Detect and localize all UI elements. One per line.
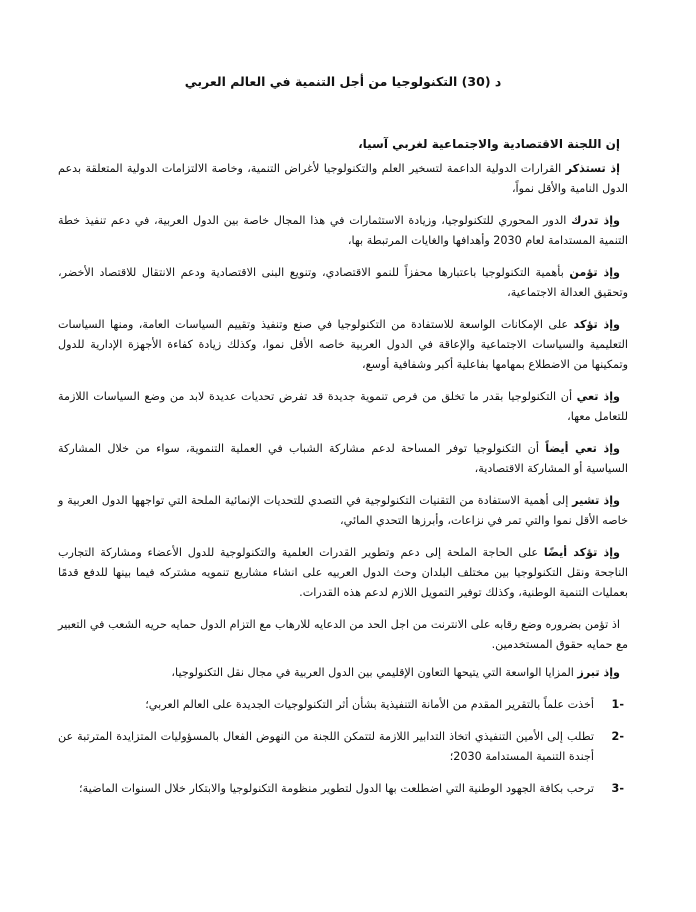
paragraph-emphasize-also	[58, 543, 628, 603]
operative-number: -2	[611, 730, 624, 743]
paragraph-aware	[58, 387, 628, 427]
paragraph-aware-also	[58, 439, 628, 479]
paragraph-text: على الإمكانات الواسعة للاستفادة من التكنولوجيا في صنع وتنفيذ وتقييم السياسات العامة، ومنها السياسات التعليمية والسياسات الاجتماعية والإعاقة في الدول العربية خاصه الأقل نموا، وكذلك زيادة كفاءة الأجهزة الإدارية للدول وتمكينها من الاضطلاع بمهامها بفاعلية أكبر وشفافية أوسع،	[58, 318, 628, 371]
paragraph-text: إلى أهمية الاستفادة من التقنيات التكنولوجية في التصدي للتحديات الإنمائية الملحة التي تواجهها الدول العربية و خاصه الأقل نموا والتي تمر في نزاعات، وأبرزها التحدي المائي،	[58, 494, 628, 527]
paragraph-lead: وإذ تدرك	[571, 214, 620, 227]
paragraph-lead: وإذ تعي أيضاً	[545, 442, 620, 455]
paragraph-lead: وإذ تبرز	[577, 666, 620, 679]
operative-text: أخذت علماً بالتقرير المقدم من الأمانة التنفيذية بشأن أثر التكنولوجيات الجديدة على العالم العربي؛	[145, 698, 594, 711]
paragraph-text: اذ تؤمن بضروره وضع رقابه على الانترنت من اجل الحد من الدعايه للارهاب مع التزام الدول حمايه حريه الشعب في التعبير مع حمايه حقوق المستخدمين.	[58, 618, 628, 651]
document-title: د (30) التكنولوجيا من أجل التنمية في العالم العربي	[184, 74, 502, 89]
preamble-heading: إن اللجنة الاقتصادية والاجتماعية لغربي آسيا،	[358, 137, 620, 151]
operative-number: -3	[611, 782, 624, 795]
paragraph-text: بأهمية التكنولوجيا باعتبارها محفزاً للنمو الاقتصادي، وتنويع البنى الاقتصادية ودعم الانتقال للاقتصاد الأخضر، وتحقيق العدالة الاجتماعية،	[58, 266, 628, 299]
paragraph-note	[58, 491, 628, 531]
operative-item	[58, 695, 628, 715]
paragraph-text: المزايا الواسعة التي يتيحها التعاون الإقليمي بين الدول العربية في مجال نقل التكنولوجيا،	[171, 666, 578, 679]
operative-number: -1	[611, 698, 624, 711]
paragraph-lead: إذ تستذكر	[565, 162, 620, 175]
paragraph-highlight	[58, 663, 628, 683]
paragraph-lead: وإذ تعي	[576, 390, 620, 403]
paragraph-lead: وإذ تؤكد	[573, 318, 620, 331]
paragraph-text: أن التكنولوجيا بقدر ما تخلق من فرص تنموية جديدة قد تفرض تحديات عديدة لابد من وضع السياسات اللازمة للتعامل معها،	[58, 390, 628, 423]
paragraph-lead: وإذ تؤكد أيضًا	[543, 546, 620, 559]
operative-item	[58, 727, 628, 767]
paragraph-internet-monitoring	[58, 615, 628, 655]
paragraph-lead: وإذ تشير	[572, 494, 620, 507]
paragraph-text: الدور المحوري للتكنولوجيا، وزيادة الاستثمارات في هذا المجال خاصة بين الدول العربية، في دعم تنفيذ خطة التنمية المستدامة لعام 2030 وأهدافها والغايات المرتبطة بها،	[58, 214, 628, 247]
paragraph-recognize	[58, 211, 628, 251]
operative-text: ترحب بكافة الجهود الوطنية التي اضطلعت بها الدول لتطوير منظومة التكنولوجيا والابتكار خلال السنوات الماضية؛	[79, 782, 594, 795]
paragraph-text: أن التكنولوجيا توفر المساحة لدعم مشاركة الشباب في العملية التنموية، سواء من خلال المشاركة السياسية أو المشاركة الاقتصادية،	[58, 442, 628, 475]
paragraph-recall	[58, 159, 628, 199]
paragraph-emphasize	[58, 315, 628, 375]
paragraph-believe	[58, 263, 628, 303]
operative-item	[58, 779, 628, 799]
operative-text: تطلب إلى الأمين التنفيذي اتخاذ التدابير اللازمة لتتمكن اللجنة من النهوض الفعال بالمسؤوليات المتزايدة المترتبة عن أجندة التنمية المستدامة 2030؛	[58, 730, 594, 763]
paragraph-text: على الحاجة الملحة إلى دعم وتطوير القدرات العلمية والتكنولوجية للدول الأعضاء ومشاركة التجارب الناجحة ونقل التكنولوجيا بين مختلف البلدان وحث الدول العربيه على انشاء مشاريع تنمويه مشتركه فيما بينها للدفع قدمًا بعمليات التنمية الوطنية، وكذلك توفير التمويل اللازم لدعم هذه القدرات.	[58, 546, 628, 599]
paragraph-lead: وإذ تؤمن	[569, 266, 620, 279]
paragraph-text: القرارات الدولية الداعمة لتسخير العلم والتكنولوجيا لأغراض التنمية، وخاصة الالتزامات الدولية المتعلقة بدعم الدول النامية والأقل نمواً،	[58, 162, 628, 195]
operative-list	[58, 695, 628, 799]
